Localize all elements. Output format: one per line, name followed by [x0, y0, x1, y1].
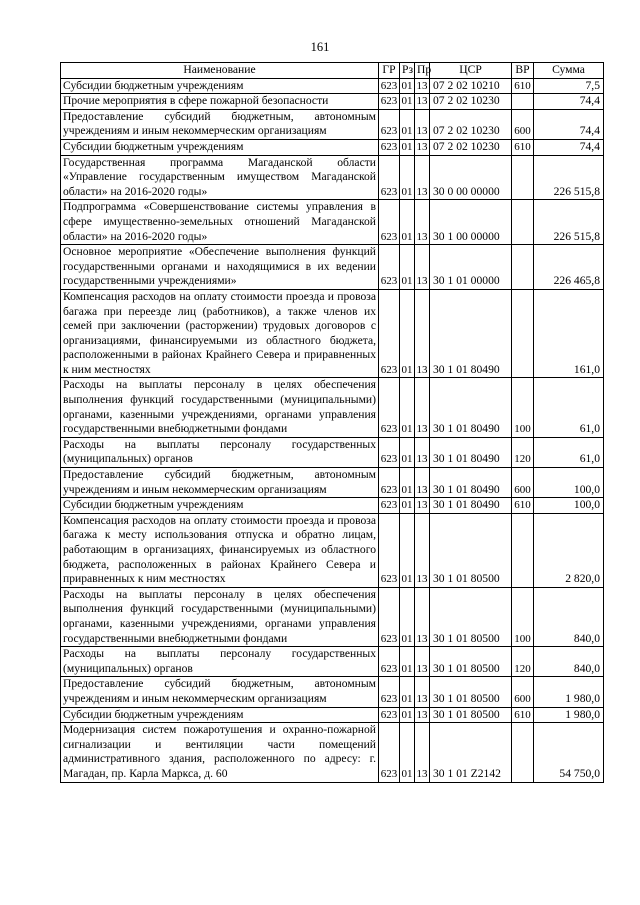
row-csr-cell: 30 1 01 80490 — [430, 437, 512, 467]
row-vr-cell: 120 — [512, 437, 534, 467]
row-csr-cell: 30 1 01 80490 — [430, 468, 512, 498]
row-name-cell: Предоставление субсидий бюджетным, автономным учреждениям и иным некоммерческим организациям — [61, 677, 379, 707]
row-rz-cell: 01 — [400, 245, 415, 290]
row-name-cell: Расходы на выплаты персоналу государственных (муниципальных) органов — [61, 647, 379, 677]
row-vr-cell — [512, 289, 534, 378]
table-row — [61, 498, 604, 514]
table-row — [61, 468, 604, 498]
row-pr-cell: 13 — [415, 677, 430, 707]
row-csr-cell: 30 1 01 80490 — [430, 498, 512, 514]
row-rz-cell: 01 — [400, 94, 415, 110]
row-gr-cell: 623 — [379, 707, 400, 723]
row-gr-cell: 623 — [379, 677, 400, 707]
row-name-cell: Расходы на выплаты персоналу в целях обеспечения выполнения функций государственными (муниципальными) органами, казенными учреждениями, органами управления государственными внебюджетными фондами — [61, 378, 379, 437]
row-pr-cell: 13 — [415, 378, 430, 437]
row-sum-cell: 54 750,0 — [534, 723, 604, 782]
row-rz-cell: 01 — [400, 707, 415, 723]
header-gr: ГР — [379, 63, 400, 79]
header-rz: Рз — [400, 63, 415, 79]
row-sum-cell: 74,4 — [534, 94, 604, 110]
row-vr-cell — [512, 155, 534, 200]
row-pr-cell: 13 — [415, 587, 430, 646]
row-name-cell: Расходы на выплаты персоналу в целях обеспечения выполнения функций государственными (муниципальными) органами, казенными учреждениями, органами управления государственными внебюджетными фондами — [61, 587, 379, 646]
row-csr-cell: 30 1 01 80500 — [430, 647, 512, 677]
header-name: Наименование — [61, 63, 379, 79]
row-rz-cell: 01 — [400, 587, 415, 646]
table-row — [61, 378, 604, 437]
row-csr-cell: 30 1 01 80490 — [430, 289, 512, 378]
row-vr-cell: 600 — [512, 677, 534, 707]
row-vr-cell: 100 — [512, 378, 534, 437]
row-pr-cell: 13 — [415, 707, 430, 723]
row-vr-cell: 610 — [512, 498, 534, 514]
row-name-cell: Субсидии бюджетным учреждениям — [61, 139, 379, 155]
table-row — [61, 723, 604, 782]
table-row — [61, 94, 604, 110]
row-pr-cell: 13 — [415, 200, 430, 245]
row-csr-cell: 30 1 01 80500 — [430, 677, 512, 707]
row-csr-cell: 30 1 01 80500 — [430, 513, 512, 587]
row-csr-cell: 07 2 02 10210 — [430, 78, 512, 94]
row-vr-cell — [512, 723, 534, 782]
row-vr-cell — [512, 94, 534, 110]
table-row — [61, 155, 604, 200]
row-gr-cell: 623 — [379, 587, 400, 646]
row-name-cell: Компенсация расходов на оплату стоимости проезда и провоза багажа к месту использования отпуска и обратно лицам, работающим в организациях, финансируемых из областного бюджета, расположенных в районах Крайнего Севера и приравненных к ним местностях — [61, 513, 379, 587]
row-sum-cell: 161,0 — [534, 289, 604, 378]
row-gr-cell: 623 — [379, 289, 400, 378]
header-vr: ВР — [512, 63, 534, 79]
table-row — [61, 289, 604, 378]
row-vr-cell — [512, 513, 534, 587]
row-gr-cell: 623 — [379, 200, 400, 245]
row-sum-cell: 226 515,8 — [534, 155, 604, 200]
row-pr-cell: 13 — [415, 289, 430, 378]
row-sum-cell: 61,0 — [534, 437, 604, 467]
row-rz-cell: 01 — [400, 78, 415, 94]
row-gr-cell: 623 — [379, 245, 400, 290]
row-rz-cell: 01 — [400, 723, 415, 782]
row-gr-cell: 623 — [379, 468, 400, 498]
row-name-cell: Предоставление субсидий бюджетным, автономным учреждениям и иным некоммерческим организациям — [61, 109, 379, 139]
row-pr-cell: 13 — [415, 155, 430, 200]
row-rz-cell: 01 — [400, 109, 415, 139]
table-header-row — [61, 63, 604, 79]
row-pr-cell: 13 — [415, 468, 430, 498]
row-name-cell: Компенсация расходов на оплату стоимости проезда и провоза багажа при переезде лиц (работников), а также членов их семей при заключении (расторжении) трудовых договоров с организациями, финансируемыми из областного бюджета, расположенными в районах Крайнего Севера и приравненных к ним местностях — [61, 289, 379, 378]
row-sum-cell: 100,0 — [534, 468, 604, 498]
row-csr-cell: 30 1 00 00000 — [430, 200, 512, 245]
row-name-cell: Государственная программа Магаданской области «Управление государственным имуществом Магаданской области» на 2016-2020 годы» — [61, 155, 379, 200]
row-csr-cell: 30 0 00 00000 — [430, 155, 512, 200]
row-sum-cell: 840,0 — [534, 587, 604, 646]
row-pr-cell: 13 — [415, 498, 430, 514]
row-sum-cell: 74,4 — [534, 139, 604, 155]
row-sum-cell: 61,0 — [534, 378, 604, 437]
table-row — [61, 139, 604, 155]
row-name-cell: Предоставление субсидий бюджетным, автономным учреждениям и иным некоммерческим организациям — [61, 468, 379, 498]
row-rz-cell: 01 — [400, 139, 415, 155]
row-sum-cell: 226 515,8 — [534, 200, 604, 245]
row-csr-cell: 07 2 02 10230 — [430, 94, 512, 110]
row-sum-cell: 840,0 — [534, 647, 604, 677]
header-pr: Пр — [415, 63, 430, 79]
row-pr-cell: 13 — [415, 139, 430, 155]
row-name-cell: Субсидии бюджетным учреждениям — [61, 78, 379, 94]
row-rz-cell: 01 — [400, 437, 415, 467]
row-csr-cell: 30 1 01 Z2142 — [430, 723, 512, 782]
row-rz-cell: 01 — [400, 498, 415, 514]
row-rz-cell: 01 — [400, 468, 415, 498]
row-pr-cell: 13 — [415, 513, 430, 587]
row-csr-cell: 30 1 01 80490 — [430, 378, 512, 437]
row-gr-cell: 623 — [379, 94, 400, 110]
row-name-cell: Прочие мероприятия в сфере пожарной безопасности — [61, 94, 379, 110]
row-rz-cell: 01 — [400, 378, 415, 437]
row-name-cell: Основное мероприятие «Обеспечение выполнения функций государственными органами и находящимися в их ведении государственными учреждениями» — [61, 245, 379, 290]
row-vr-cell: 600 — [512, 468, 534, 498]
row-pr-cell: 13 — [415, 437, 430, 467]
row-rz-cell: 01 — [400, 200, 415, 245]
row-name-cell: Субсидии бюджетным учреждениям — [61, 707, 379, 723]
table-row — [61, 437, 604, 467]
row-sum-cell: 7,5 — [534, 78, 604, 94]
table-row — [61, 245, 604, 290]
row-pr-cell: 13 — [415, 723, 430, 782]
row-vr-cell: 120 — [512, 647, 534, 677]
row-pr-cell: 13 — [415, 94, 430, 110]
row-name-cell: Субсидии бюджетным учреждениям — [61, 498, 379, 514]
header-csr: ЦСР — [430, 63, 512, 79]
row-pr-cell: 13 — [415, 109, 430, 139]
row-gr-cell: 623 — [379, 723, 400, 782]
table-body — [61, 78, 604, 782]
row-csr-cell: 30 1 01 00000 — [430, 245, 512, 290]
row-gr-cell: 623 — [379, 139, 400, 155]
row-gr-cell: 623 — [379, 78, 400, 94]
row-gr-cell: 623 — [379, 498, 400, 514]
row-sum-cell: 2 820,0 — [534, 513, 604, 587]
row-gr-cell: 623 — [379, 647, 400, 677]
row-rz-cell: 01 — [400, 677, 415, 707]
row-name-cell: Расходы на выплаты персоналу государственных (муниципальных) органов — [61, 437, 379, 467]
row-csr-cell: 07 2 02 10230 — [430, 139, 512, 155]
row-rz-cell: 01 — [400, 289, 415, 378]
row-gr-cell: 623 — [379, 513, 400, 587]
table-row — [61, 200, 604, 245]
row-sum-cell: 1 980,0 — [534, 677, 604, 707]
row-name-cell: Модернизация систем пожаротушения и охранно-пожарной сигнализации и вентиляции части помещений административного здания, расположенного по адресу: г. Магадан, пр. Карла Маркса, д. 60 — [61, 723, 379, 782]
row-rz-cell: 01 — [400, 647, 415, 677]
table-row — [61, 78, 604, 94]
row-rz-cell: 01 — [400, 513, 415, 587]
page-number: 161 — [310, 40, 330, 54]
row-vr-cell: 600 — [512, 109, 534, 139]
table-row — [61, 647, 604, 677]
row-pr-cell: 13 — [415, 647, 430, 677]
row-pr-cell: 13 — [415, 78, 430, 94]
table-row — [61, 513, 604, 587]
table-row — [61, 109, 604, 139]
row-sum-cell: 100,0 — [534, 498, 604, 514]
row-name-cell: Подпрограмма «Совершенствование системы управления в сфере имущественно-земельных отношений Магаданской области» на 2016-2020 годы» — [61, 200, 379, 245]
row-gr-cell: 623 — [379, 378, 400, 437]
row-vr-cell — [512, 245, 534, 290]
header-sum: Сумма — [534, 63, 604, 79]
table-row — [61, 677, 604, 707]
table-row — [61, 587, 604, 646]
row-vr-cell: 610 — [512, 139, 534, 155]
row-gr-cell: 623 — [379, 437, 400, 467]
row-pr-cell: 13 — [415, 245, 430, 290]
row-gr-cell: 623 — [379, 109, 400, 139]
table-row — [61, 707, 604, 723]
row-vr-cell — [512, 200, 534, 245]
row-sum-cell: 1 980,0 — [534, 707, 604, 723]
row-sum-cell: 226 465,8 — [534, 245, 604, 290]
row-csr-cell: 07 2 02 10230 — [430, 109, 512, 139]
row-gr-cell: 623 — [379, 155, 400, 200]
row-vr-cell: 610 — [512, 707, 534, 723]
row-rz-cell: 01 — [400, 155, 415, 200]
budget-table — [60, 62, 604, 783]
row-sum-cell: 74,4 — [534, 109, 604, 139]
row-csr-cell: 30 1 01 80500 — [430, 707, 512, 723]
row-vr-cell: 610 — [512, 78, 534, 94]
row-vr-cell: 100 — [512, 587, 534, 646]
row-csr-cell: 30 1 01 80500 — [430, 587, 512, 646]
